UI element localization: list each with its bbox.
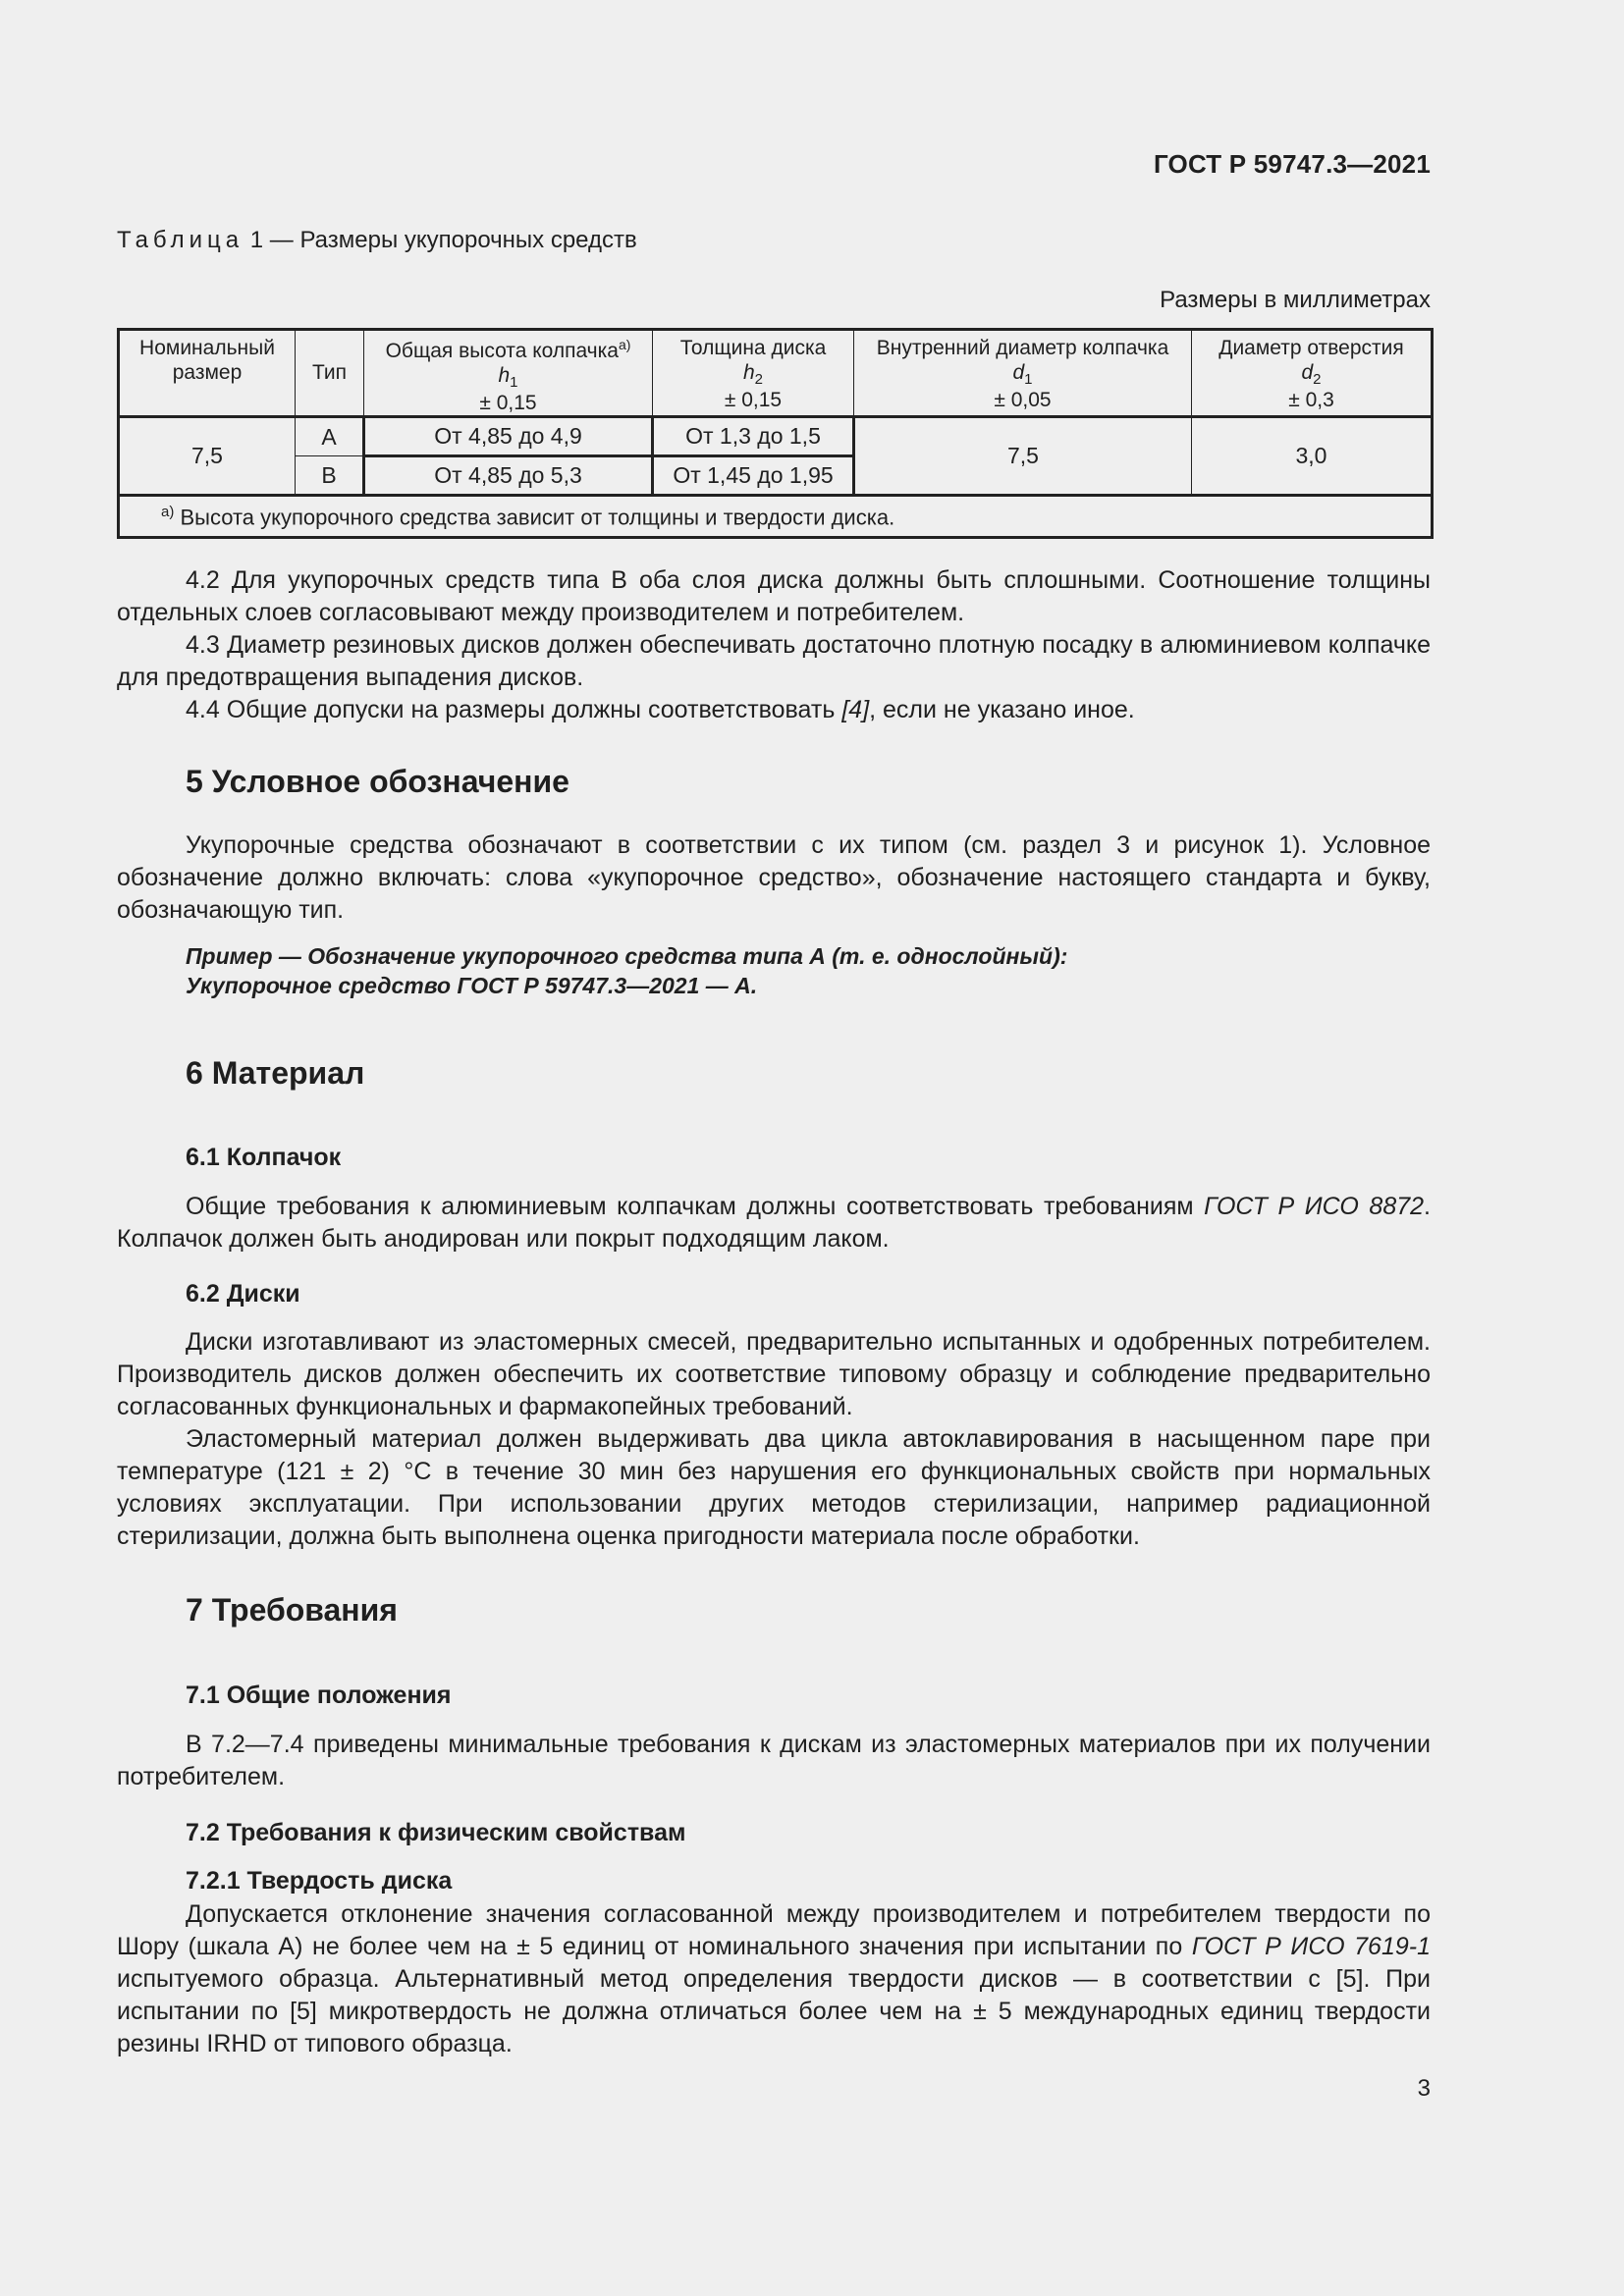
cell-height: От 4,85 до 5,3 (364, 456, 653, 496)
table-caption-word: Таблица (117, 227, 244, 253)
cell-inner: 7,5 (854, 417, 1192, 496)
header-height: Общая высота колпачка$^{а)}$ $h_1$ ± 0,15 (364, 330, 653, 417)
section-5-text (117, 829, 1431, 927)
table-caption-title: 1 — Размеры укупорочных средств (249, 227, 637, 253)
section-6 (117, 1057, 1431, 1090)
table-caption (117, 227, 637, 254)
table-row (119, 417, 1433, 456)
section-4-text (117, 564, 1431, 726)
heading-7-2-1: 7.2.1 Твердость диска (186, 1867, 453, 1895)
section-7-1-text (117, 1729, 1431, 1793)
example-line-1: Пример — Обозначение укупорочного средства типа А (т. е. однослойный): (186, 943, 1068, 969)
page-number: 3 (1417, 2075, 1431, 2102)
paragraph-6-2-1: Диски изготавливают из эластомерных смесей, предварительно испытанных и одобренных потребителем. Производитель дисков должен обеспечить их соответствие типовому образцу и соблюдение предварительно согласованных функциональных и фармакопейных требований. (117, 1328, 1431, 1420)
section-6-1 (117, 1142, 1431, 1174)
cell-type: А (296, 417, 364, 456)
header-inner-diameter: Внутренний диаметр колпачка $d_1$ ± 0,05 (854, 330, 1192, 417)
header-disc-thickness: Толщина диска $h_2$ ± 0,15 (653, 330, 854, 417)
header-type: Тип (296, 330, 364, 417)
heading-section-7: 7 Требования (186, 1592, 398, 1628)
section-7-2-1-text (117, 1898, 1431, 2060)
section-6-2-text (117, 1326, 1431, 1553)
heading-6-1: 6.1 Колпачок (186, 1144, 342, 1171)
heading-7-1: 7.1 Общие положения (186, 1682, 452, 1709)
heading-section-6: 6 Материал (186, 1055, 365, 1091)
section-7-1 (117, 1680, 1431, 1712)
cell-disc: От 1,45 до 1,95 (653, 456, 854, 496)
section-5 (117, 766, 1431, 798)
cell-disc: От 1,3 до 1,5 (653, 417, 854, 456)
table-footnote-row (119, 496, 1433, 538)
section-6-2 (117, 1278, 1431, 1310)
section-7 (117, 1594, 1431, 1627)
paragraph-6-1: Общие требования к алюминиевым колпачкам должны соответствовать требованиям ГОСТ Р ИСО 8872. Колпачок должен быть анодирован или покрыт подходящим лаком. (117, 1193, 1431, 1253)
cell-height: От 4,85 до 4,9 (364, 417, 653, 456)
header-nominal: Номинальный размер (119, 330, 296, 417)
paragraph-4-3: 4.3 Диаметр резиновых дисков должен обеспечивать достаточно плотную посадку в алюминиевом колпачке для предотвращения выпадения дисков. (117, 631, 1431, 691)
table-footnote: $^{а)}$ Высота укупорочного средства зависит от толщины и твердости диска. (119, 496, 1433, 538)
example-line-2: Укупорочное средство ГОСТ Р 59747.3—2021 — А. (186, 973, 758, 998)
example-block (117, 941, 1431, 1000)
table-units: Размеры в миллиметрах (1160, 287, 1431, 313)
paragraph-7-2-1: Допускается отклонение значения согласованной между производителем и потребителем твердости по Шору (шкала А) не более чем на ± 5 единиц от номинального значения при испытании по ГОСТ Р ИСО 7619-1 испытуемого образца. Альтернативный метод определения твердости дисков — в соответствии с [5]. При испытании по [5] микротвердость не должна отличаться более чем на ± 5 международных единиц твердости резины IRHD от типового образца. (117, 1900, 1431, 2057)
section-7-2-1 (117, 1865, 1431, 1897)
table-header-row (119, 330, 1433, 417)
cell-hole: 3,0 (1192, 417, 1433, 496)
heading-7-2: 7.2 Требования к физическим свойствам (186, 1819, 686, 1846)
paragraph-5: Укупорочные средства обозначают в соответствии с их типом (см. раздел 3 и рисунок 1). Условное обозначение должно включать: слова «укупорочное средство», обозначение настоящего стандарта и букву, обозначающую тип. (117, 831, 1431, 924)
paragraph-7-1: В 7.2—7.4 приведены минимальные требования к дискам из эластомерных материалов при их получении потребителем. (117, 1731, 1431, 1790)
dimensions-table (117, 328, 1434, 539)
paragraph-4-4: 4.4 Общие допуски на размеры должны соответствовать [4], если не указано иное. (186, 696, 1135, 723)
section-6-1-text (117, 1191, 1431, 1255)
heading-6-2: 6.2 Диски (186, 1280, 300, 1308)
heading-section-5: 5 Условное обозначение (186, 764, 569, 799)
header-hole-diameter: Диаметр отверстия $d_2$ ± 0,3 (1192, 330, 1433, 417)
section-7-2 (117, 1817, 1431, 1849)
standard-number: ГОСТ Р 59747.3—2021 (1153, 149, 1431, 179)
cell-nominal: 7,5 (119, 417, 296, 496)
paragraph-4-2: 4.2 Для укупорочных средств типа В оба слоя диска должны быть сплошными. Соотношение толщины отдельных слоев согласовывают между производителем и потребителем. (117, 566, 1431, 626)
cell-type: В (296, 456, 364, 496)
paragraph-6-2-2: Эластомерный материал должен выдерживать два цикла автоклавирования в насыщенном паре при температуре (121 ± 2) °С в течение 30 мин без нарушения его функциональных свойств при нормальных условиях эксплуатации. При использовании других методов стерилизации, например радиационной стерилизации, должна быть выполнена оценка пригодности материала после обработки. (117, 1425, 1431, 1550)
